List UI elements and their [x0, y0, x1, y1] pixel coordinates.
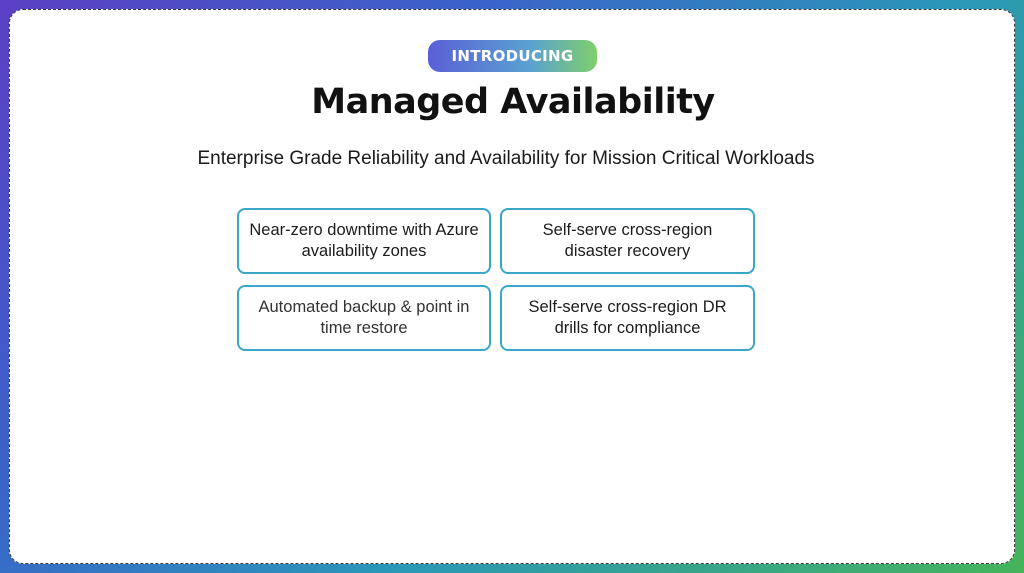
- feature-card-text: Near-zero downtime with Azure availability zones: [249, 221, 479, 260]
- feature-card-text: Self-serve cross-region DR drills for compliance: [528, 298, 727, 337]
- feature-card-text: Self-serve cross-region disaster recovery: [542, 221, 713, 260]
- introducing-badge: INTRODUCING: [428, 40, 597, 72]
- page-title: Managed Availability: [311, 82, 715, 122]
- feature-card-dr-drills: [500, 285, 755, 351]
- slide: [9, 9, 1015, 564]
- page-subtitle: Enterprise Grade Reliability and Availability for Mission Critical Workloads: [197, 148, 815, 169]
- feature-card-disaster-recovery: [500, 208, 755, 274]
- feature-card-availability-zones: [237, 208, 491, 274]
- feature-card-text: Automated backup & point in time restore: [258, 298, 470, 337]
- feature-card-backup-restore: [237, 285, 491, 351]
